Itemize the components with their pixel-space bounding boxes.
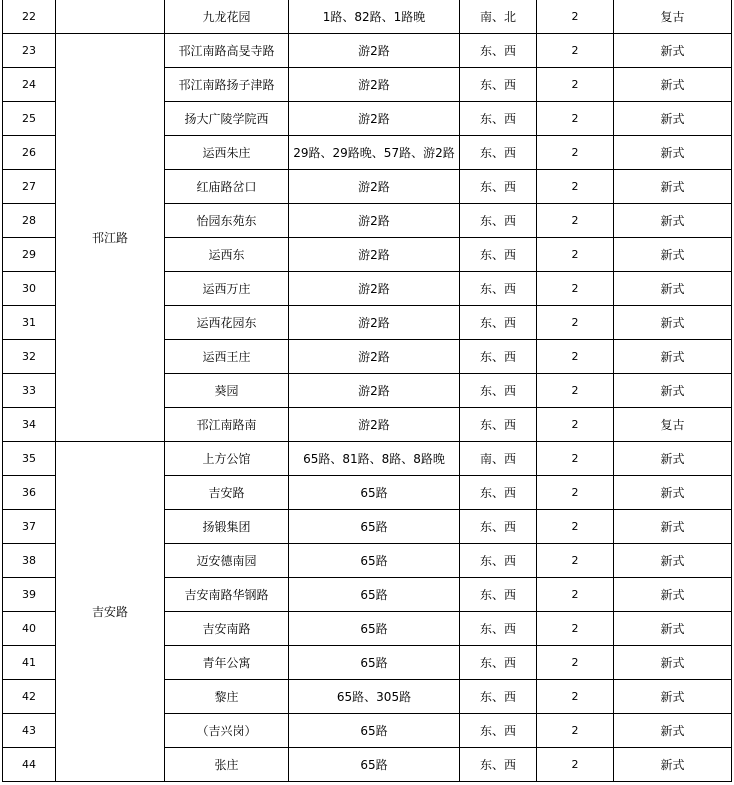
road-name-cell: 吉安路 (56, 442, 165, 782)
count-cell: 2 (537, 238, 614, 272)
direction-cell: 东、西 (460, 646, 537, 680)
style-cell: 新式 (614, 510, 732, 544)
row-number-cell: 26 (3, 136, 56, 170)
stop-name-cell: 运西王庄 (165, 340, 289, 374)
routes-cell: 65路 (289, 510, 460, 544)
direction-cell: 东、西 (460, 306, 537, 340)
row-number-cell: 42 (3, 680, 56, 714)
stop-name-cell: 黎庄 (165, 680, 289, 714)
count-cell: 2 (537, 374, 614, 408)
style-cell: 新式 (614, 374, 732, 408)
row-number-cell: 37 (3, 510, 56, 544)
stop-name-cell: 邗江南路南 (165, 408, 289, 442)
count-cell: 2 (537, 612, 614, 646)
style-cell: 新式 (614, 306, 732, 340)
style-cell: 新式 (614, 476, 732, 510)
style-cell: 新式 (614, 272, 732, 306)
table-row (3, 34, 732, 68)
direction-cell: 东、西 (460, 102, 537, 136)
stop-name-cell: 扬锻集团 (165, 510, 289, 544)
style-cell: 新式 (614, 204, 732, 238)
row-number-cell: 41 (3, 646, 56, 680)
style-cell: 新式 (614, 748, 732, 782)
direction-cell: 南、北 (460, 0, 537, 34)
stop-name-cell: 运西朱庄 (165, 136, 289, 170)
row-number-cell: 28 (3, 204, 56, 238)
stop-name-cell: 吉安南路 (165, 612, 289, 646)
direction-cell: 东、西 (460, 272, 537, 306)
stop-name-cell: （吉兴岗） (165, 714, 289, 748)
direction-cell: 东、西 (460, 510, 537, 544)
direction-cell: 东、西 (460, 68, 537, 102)
count-cell: 2 (537, 102, 614, 136)
routes-cell: 游2路 (289, 272, 460, 306)
row-number-cell: 33 (3, 374, 56, 408)
routes-cell: 游2路 (289, 408, 460, 442)
routes-cell: 游2路 (289, 306, 460, 340)
style-cell: 新式 (614, 612, 732, 646)
count-cell: 2 (537, 578, 614, 612)
direction-cell: 东、西 (460, 374, 537, 408)
routes-cell: 游2路 (289, 34, 460, 68)
count-cell: 2 (537, 340, 614, 374)
count-cell: 2 (537, 680, 614, 714)
row-number-cell: 24 (3, 68, 56, 102)
count-cell: 2 (537, 34, 614, 68)
direction-cell: 东、西 (460, 238, 537, 272)
routes-cell: 29路、29路晚、57路、游2路 (289, 136, 460, 170)
count-cell: 2 (537, 510, 614, 544)
style-cell: 新式 (614, 714, 732, 748)
direction-cell: 东、西 (460, 136, 537, 170)
stop-name-cell: 九龙花园 (165, 0, 289, 34)
stop-name-cell: 邗江南路高旻寺路 (165, 34, 289, 68)
count-cell: 2 (537, 442, 614, 476)
routes-cell: 65路 (289, 578, 460, 612)
style-cell: 新式 (614, 646, 732, 680)
stop-name-cell: 邗江南路扬子津路 (165, 68, 289, 102)
routes-cell: 1路、82路、1路晚 (289, 0, 460, 34)
style-cell: 新式 (614, 238, 732, 272)
style-cell: 新式 (614, 442, 732, 476)
stop-name-cell: 青年公寓 (165, 646, 289, 680)
count-cell: 2 (537, 170, 614, 204)
stop-name-cell: 张庄 (165, 748, 289, 782)
stop-name-cell: 吉安路 (165, 476, 289, 510)
row-number-cell: 25 (3, 102, 56, 136)
routes-cell: 65路、305路 (289, 680, 460, 714)
direction-cell: 东、西 (460, 714, 537, 748)
style-cell: 新式 (614, 578, 732, 612)
direction-cell: 东、西 (460, 748, 537, 782)
stop-name-cell: 红庙路岔口 (165, 170, 289, 204)
routes-cell: 游2路 (289, 374, 460, 408)
direction-cell: 东、西 (460, 612, 537, 646)
stop-name-cell: 怡园东苑东 (165, 204, 289, 238)
count-cell: 2 (537, 0, 614, 34)
routes-cell: 65路 (289, 646, 460, 680)
count-cell: 2 (537, 646, 614, 680)
direction-cell: 东、西 (460, 340, 537, 374)
direction-cell: 东、西 (460, 34, 537, 68)
style-cell: 新式 (614, 340, 732, 374)
stop-name-cell: 运西东 (165, 238, 289, 272)
stop-name-cell: 葵园 (165, 374, 289, 408)
stop-name-cell: 迈安德南园 (165, 544, 289, 578)
row-number-cell: 22 (3, 0, 56, 34)
direction-cell: 东、西 (460, 544, 537, 578)
count-cell: 2 (537, 408, 614, 442)
routes-cell: 游2路 (289, 238, 460, 272)
row-number-cell: 34 (3, 408, 56, 442)
routes-cell: 65路、81路、8路、8路晚 (289, 442, 460, 476)
row-number-cell: 23 (3, 34, 56, 68)
direction-cell: 东、西 (460, 204, 537, 238)
routes-cell: 游2路 (289, 340, 460, 374)
table-row (3, 0, 732, 34)
count-cell: 2 (537, 204, 614, 238)
direction-cell: 东、西 (460, 170, 537, 204)
direction-cell: 东、西 (460, 408, 537, 442)
row-number-cell: 39 (3, 578, 56, 612)
stop-name-cell: 上方公馆 (165, 442, 289, 476)
count-cell: 2 (537, 714, 614, 748)
table-body (3, 0, 732, 782)
count-cell: 2 (537, 68, 614, 102)
routes-cell: 游2路 (289, 170, 460, 204)
row-number-cell: 44 (3, 748, 56, 782)
style-cell: 复古 (614, 408, 732, 442)
direction-cell: 东、西 (460, 578, 537, 612)
row-number-cell: 36 (3, 476, 56, 510)
row-number-cell: 38 (3, 544, 56, 578)
count-cell: 2 (537, 272, 614, 306)
count-cell: 2 (537, 136, 614, 170)
style-cell: 新式 (614, 34, 732, 68)
style-cell: 新式 (614, 544, 732, 578)
routes-cell: 65路 (289, 714, 460, 748)
row-number-cell: 31 (3, 306, 56, 340)
row-number-cell: 30 (3, 272, 56, 306)
count-cell: 2 (537, 748, 614, 782)
routes-cell: 65路 (289, 544, 460, 578)
row-number-cell: 35 (3, 442, 56, 476)
table-row (3, 442, 732, 476)
count-cell: 2 (537, 476, 614, 510)
style-cell: 新式 (614, 136, 732, 170)
style-cell: 新式 (614, 68, 732, 102)
row-number-cell: 43 (3, 714, 56, 748)
direction-cell: 东、西 (460, 680, 537, 714)
count-cell: 2 (537, 306, 614, 340)
row-number-cell: 40 (3, 612, 56, 646)
row-number-cell: 32 (3, 340, 56, 374)
style-cell: 新式 (614, 170, 732, 204)
style-cell: 新式 (614, 102, 732, 136)
road-name-cell (56, 0, 165, 34)
road-name-cell: 邗江路 (56, 34, 165, 442)
stop-name-cell: 运西花园东 (165, 306, 289, 340)
count-cell: 2 (537, 544, 614, 578)
style-cell: 新式 (614, 680, 732, 714)
routes-cell: 游2路 (289, 68, 460, 102)
routes-cell: 游2路 (289, 102, 460, 136)
direction-cell: 南、西 (460, 442, 537, 476)
style-cell: 复古 (614, 0, 732, 34)
bus-stop-table (2, 0, 732, 782)
row-number-cell: 27 (3, 170, 56, 204)
routes-cell: 游2路 (289, 204, 460, 238)
stop-name-cell: 扬大广陵学院西 (165, 102, 289, 136)
direction-cell: 东、西 (460, 476, 537, 510)
row-number-cell: 29 (3, 238, 56, 272)
stop-name-cell: 运西万庄 (165, 272, 289, 306)
routes-cell: 65路 (289, 612, 460, 646)
stop-name-cell: 吉安南路华钢路 (165, 578, 289, 612)
routes-cell: 65路 (289, 748, 460, 782)
routes-cell: 65路 (289, 476, 460, 510)
